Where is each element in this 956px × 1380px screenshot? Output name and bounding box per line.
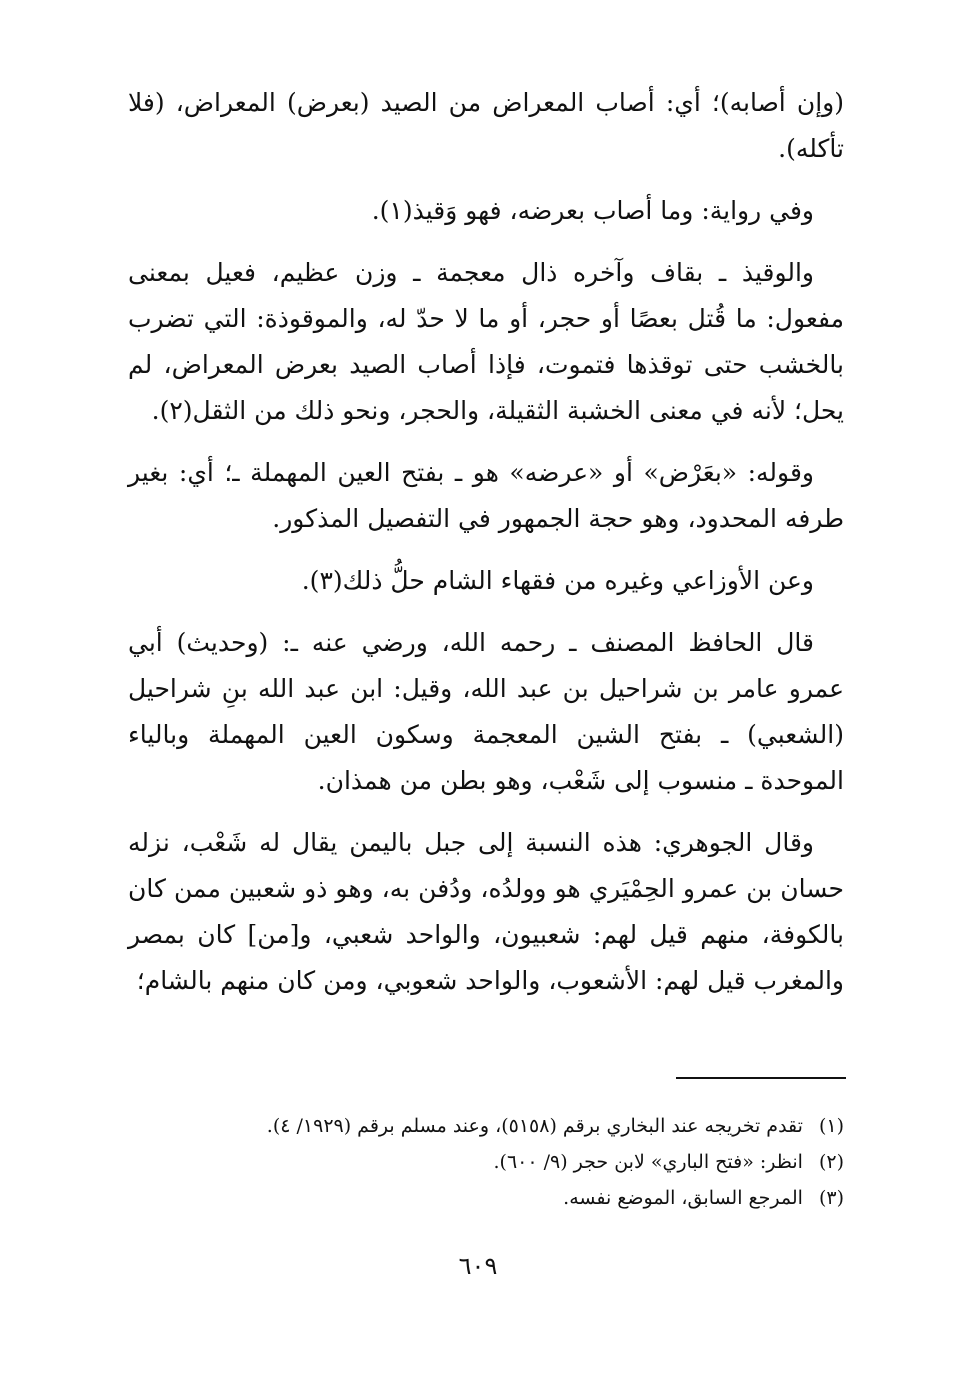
footnote	[128, 1144, 844, 1180]
footnote-text: تقدم تخريجه عند البخاري برقم (٥١٥٨)، وعند مسلم برقم (١٩٢٩/ ٤).	[266, 1115, 803, 1137]
paragraph: وقال الجوهري: هذه النسبة إلى جبل باليمن يقال له شَعْب، نزله حسان بن عمرو الحِمْيَري هو وولدُه، ودُفن به، وهو ذو شعبين ممن كان بالكوفة، منهم قيل لهم: شعبيون، والواحد شعبي، و[من] كان بمصر والمغرب قيل لهم: الأشعوب، والواحد شعوبي، ومن كان منهم بالشام؛	[128, 828, 844, 995]
footnote	[128, 1108, 844, 1144]
paragraph: والوقيذ ـ بقاف وآخره ذال معجمة ـ وزن عظيم، فعيل بمعنى مفعول: ما قُتل بعصًا أو حجر، أو ما لا حدّ له، والموقوذة: التي تضرب بالخشب حتى توقذها فتموت، فإذا أصاب الصيد بعرض المعراض، لم يحل؛ لأنه في معنى الخشبة الثقيلة، والحجر، ونحو ذلك من الثقل(٢).	[128, 258, 844, 425]
footnote-separator	[676, 1077, 846, 1079]
paragraph: قال الحافظ المصنف ـ رحمه الله، ورضي عنه ـ: (وحديث) أبي عمرو عامر بن شراحيل بن عبد الله، وقيل: ابن عبد الله بنِ شراحيل (الشعبي) ـ بفتح الشين المعجمة وسكون العين المهملة وبالياء الموحدة ـ منسوب إلى شَعْب، وهو بطن من همذان.	[128, 628, 844, 795]
footnote	[128, 1180, 844, 1216]
footnotes	[128, 1108, 844, 1216]
footnote-number: (٢)	[818, 1151, 844, 1173]
page-number: ٦٠٩	[458, 1252, 498, 1280]
footnote-number: (١)	[818, 1115, 844, 1137]
footnote-text: انظر: «فتح الباري» لابن حجر (٩/ ٦٠٠).	[493, 1151, 803, 1173]
paragraph: وعن الأوزاعي وغيره من فقهاء الشام حلُّ ذلك(٣).	[301, 566, 814, 595]
paragraph: وقوله: «بعَرْض» أو «عرضه» هو ـ بفتح العين المهملة ـ؛ أي: بغير طرفه المحدود، وهو حجة الجمهور في التفصيل المذكور.	[128, 458, 844, 533]
main-text	[128, 80, 844, 1020]
paragraph: وفي رواية: وما أصاب بعرضه، فهو وَقيذ(١).	[371, 196, 814, 225]
footnote-text: المرجع السابق، الموضع نفسه.	[563, 1187, 803, 1209]
paragraph: (وإن أصابه)؛ أي: أصاب المعراض من الصيد (بعرض) المعراض، (فلا تأكله).	[128, 88, 844, 163]
footnote-number: (٣)	[818, 1187, 844, 1209]
